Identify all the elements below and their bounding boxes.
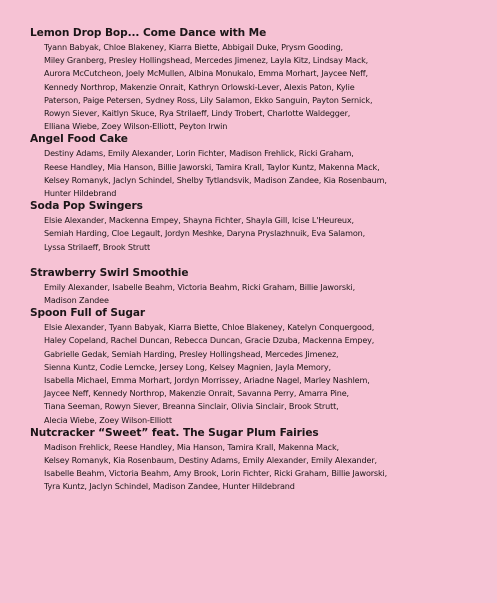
dancer-line: Tiana Seeman, Rowyn Siever, Breanna Sinclair, Olivia Sinclair, Brook Strutt, [44, 401, 339, 412]
dancer-line: Elliana Wiebe, Zoey Wilson-Elliott, Peyton Irwin [44, 121, 228, 132]
dancer-line: Paterson, Paige Petersen, Sydney Ross, Lily Salamon, Ekko Sanguin, Payton Sernick, [44, 94, 373, 105]
dancer-line: Kelsey Romanyk, Kia Rosenbaum, Destiny Adams, Emily Alexander, Emily Alexander, [44, 455, 377, 466]
section-title: Spoon Full of Sugar [30, 307, 146, 320]
dancer-line: Isabelle Beahm, Victoria Beahm, Amy Brook, Lorin Fichter, Ricki Graham, Billie Jaworski, [44, 468, 388, 479]
dancer-line: Haley Copeland, Rachel Duncan, Rebecca Duncan, Gracie Dzuba, Mackenna Empey, [44, 335, 375, 346]
dancer-line: Emily Alexander, Isabelle Beahm, Victoria Beahm, Ricki Graham, Billie Jaworski, [44, 281, 356, 292]
dancer-line: Sienna Kuntz, Codie Lemcke, Jersey Long, Kelsey Magnien, Jayla Memory, [44, 361, 331, 372]
dancer-line: Reese Handley, Mia Hanson, Billie Jaworski, Tamira Krall, Taylor Kuntz, Makenna Mack, [44, 161, 380, 172]
dancer-line: Tyra Kuntz, Jaclyn Schindel, Madison Zandee, Hunter Hildebrand [44, 481, 295, 492]
dancer-line: Isabella Michael, Emma Morhart, Jordyn Morrissey, Ariadne Nagel, Marley Nashlem, [44, 375, 370, 386]
section-title: Nutcracker “Sweet” feat. The Sugar Plum Fairies [30, 426, 319, 439]
dancer-list [44, 214, 481, 254]
dancer-line: Semiah Harding, Cloe Legault, Jordyn Meshke, Daryna Pryslazhnuik, Eva Salamon, [44, 228, 366, 239]
section-angel-food-cake [30, 133, 481, 200]
dancer-list [44, 147, 481, 200]
dancer-line: Gabrielle Gedak, Semiah Harding, Presley Hollingshead, Mercedes Jimenez, [44, 348, 339, 359]
dancer-line: Madison Frehlick, Reese Handley, Mia Hanson, Tamira Krall, Makenna Mack, [44, 441, 339, 452]
dancer-line: Kelsey Romanyk, Jaclyn Schindel, Shelby Tytlandsvik, Madison Zandee, Kia Rosenbaum, [44, 174, 387, 185]
section-lemon-drop-bop [30, 27, 481, 133]
section-title: Soda Pop Swingers [30, 200, 143, 213]
section-title: Angel Food Cake [30, 133, 128, 146]
section-title: Lemon Drop Bop... Come Dance with Me [30, 27, 267, 39]
dancer-line: Hunter Hildebrand [44, 188, 117, 199]
dancer-line: Lyssa Strilaeff, Brook Strutt [44, 241, 151, 252]
dancer-line: Destiny Adams, Emily Alexander, Lorin Fichter, Madison Frehlick, Ricki Graham, [44, 148, 354, 159]
section-spoon-full-of-sugar [30, 307, 481, 427]
dancer-line: Madison Zandee [44, 295, 109, 306]
dancer-line: Elsie Alexander, Tyann Babyak, Kiarra Biette, Chloe Blakeney, Katelyn Conquergood, [44, 322, 375, 333]
dancer-list [44, 441, 481, 494]
section-nutcracker-sweet [30, 427, 481, 494]
dancer-line: Rowyn Siever, Kaitlyn Skuce, Rya Strilaeff, Lindy Trobert, Charlotte Waldegger, [44, 108, 351, 119]
section-strawberry-swirl-smoothie [30, 267, 481, 307]
dancer-line: Jaycee Neff, Kennedy Northrop, Makenzie Onrait, Savanna Perry, Amarra Pine, [44, 388, 349, 399]
dancer-list [44, 281, 481, 307]
dancer-line: Alecia Wiebe, Zoey Wilson-Elliott [44, 414, 172, 425]
dancer-line: Miley Granberg, Presley Hollingshead, Mercedes Jimenez, Layla Kitz, Lindsay Mack, [44, 55, 369, 66]
section-title: Strawberry Swirl Smoothie [30, 266, 189, 279]
dancer-line: Aurora McCutcheon, Joely McMullen, Albina Monukalo, Emma Morhart, Jaycee Neff, [44, 68, 368, 79]
dancer-list [44, 321, 481, 427]
section-soda-pop-swingers [30, 200, 481, 254]
dancer-line: Elsie Alexander, Mackenna Empey, Shayna Fichter, Shayla Gill, Icise L'Heureux, [44, 215, 354, 226]
dancer-line: Kennedy Northrop, Makenzie Onrait, Kathryn Orlowski-Lever, Alexis Paton, Kylie [44, 81, 355, 92]
dancer-line: Tyann Babyak, Chloe Blakeney, Kiarra Biette, Abbigail Duke, Prysm Gooding, [44, 42, 343, 52]
dancer-list [44, 41, 481, 133]
